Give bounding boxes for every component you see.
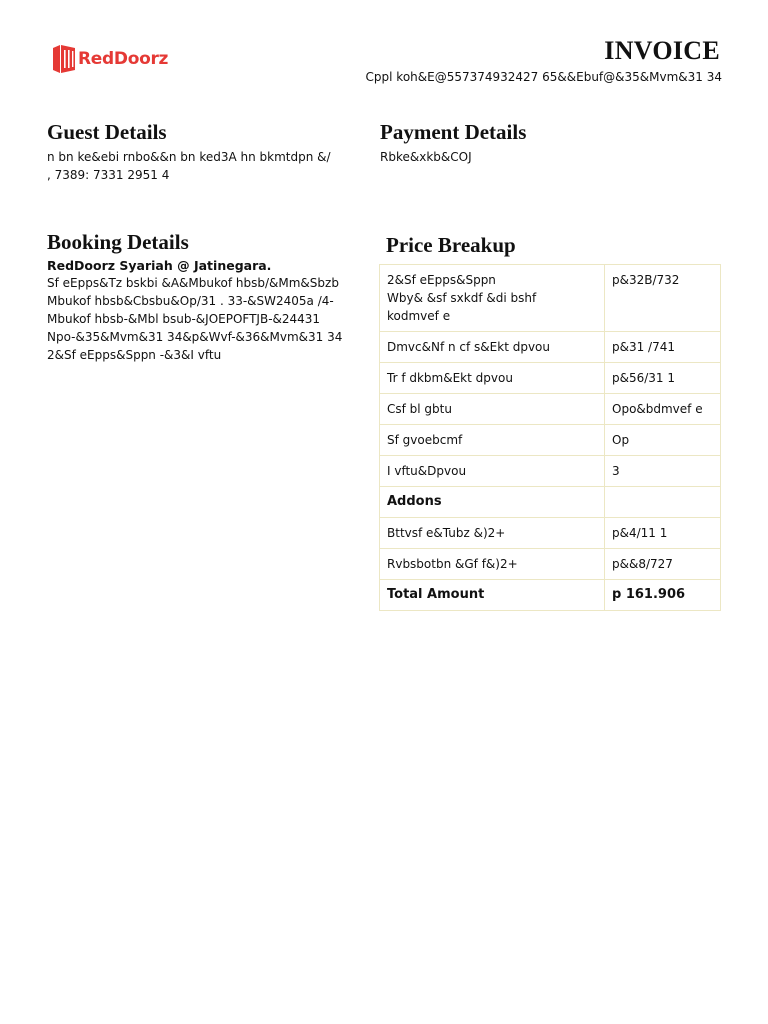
booking-line-2: Mbukof hbsb&Cbsbu&Op/31 . 33-&SW2405a /4-	[47, 294, 334, 308]
payment-details-heading: Payment Details	[380, 120, 527, 144]
price-row	[380, 456, 721, 487]
total-row	[380, 580, 721, 611]
price-row	[380, 549, 721, 580]
price-row-label: Rvbsbotbn &Gf f&)2+	[380, 549, 605, 580]
price-row-value: p&32B/732	[605, 265, 721, 332]
price-row-value: p&56/31 1	[605, 363, 721, 394]
price-row-value: p&31 /741	[605, 332, 721, 363]
booking-line-1: Sf eEpps&Tz bskbi &A&Mbukof hbsb/&Mm&Sbzb	[47, 276, 339, 290]
price-row	[380, 332, 721, 363]
booking-details-heading: Booking Details	[47, 230, 189, 254]
guest-line-1: n bn ke&ebi rnbo&&n bn ked3A hn bkmtdpn &/	[47, 150, 331, 164]
price-row-label: 2&Sf eEpps&Sppn Wby& &sf sxkdf &di bshf kodmvef e	[380, 265, 605, 332]
booking-line-3: Mbukof hbsb-&Mbl bsub-&JOEPOFTJB-&24431	[47, 312, 321, 326]
price-row-label: Csf bl gbtu	[380, 394, 605, 425]
price-row	[380, 265, 721, 332]
booking-line-5: 2&Sf eEpps&Sppn -&3&I vftu	[47, 348, 222, 362]
price-row	[380, 363, 721, 394]
price-row-value: 3	[605, 456, 721, 487]
logo-wordmark: RedDoorz	[78, 49, 169, 69]
reddoorz-door-icon	[52, 44, 76, 74]
booking-line-4: Npo-&35&Mvm&31 34&p&Wvf-&36&Mvm&31 34	[47, 330, 343, 344]
price-row-label: I vftu&Dpvou	[380, 456, 605, 487]
price-row-label: Sf gvoebcmf	[380, 425, 605, 456]
price-row-label: Bttvsf e&Tubz &)2+	[380, 518, 605, 549]
price-row	[380, 425, 721, 456]
price-breakup-table	[379, 264, 721, 611]
price-row-value: p&&8/727	[605, 549, 721, 580]
price-row	[380, 394, 721, 425]
price-row-label: Tr f dkbm&Ekt dpvou	[380, 363, 605, 394]
payment-details-text	[380, 148, 472, 166]
guest-details-text	[47, 148, 331, 184]
price-row-value: p&4/11 1	[605, 518, 721, 549]
addons-label: Addons	[380, 487, 605, 518]
total-value: p 161.906	[605, 580, 721, 611]
price-row	[380, 518, 721, 549]
addons-value	[605, 487, 721, 518]
addons-row	[380, 487, 721, 518]
invoice-title: INVOICE	[604, 36, 720, 65]
guest-line-2: , 7389: 7331 2951 4	[47, 168, 170, 182]
total-label: Total Amount	[380, 580, 605, 611]
reddoorz-logo	[52, 44, 168, 74]
guest-details-heading: Guest Details	[47, 120, 167, 144]
hotel-name: RedDoorz Syariah @ Jatinegara.	[47, 258, 272, 273]
invoice-meta: Cppl koh&E@557374932427 65&&Ebuf@&35&Mvm&31 34	[365, 70, 722, 84]
price-row-label: Dmvc&Nf n cf s&Ekt dpvou	[380, 332, 605, 363]
price-row-value: Op	[605, 425, 721, 456]
price-breakup-heading: Price Breakup	[386, 233, 516, 257]
price-row-value: Opo&bdmvef e	[605, 394, 721, 425]
payment-line-1: Rbke&xkb&COJ	[380, 150, 472, 164]
booking-details-text	[47, 274, 342, 364]
